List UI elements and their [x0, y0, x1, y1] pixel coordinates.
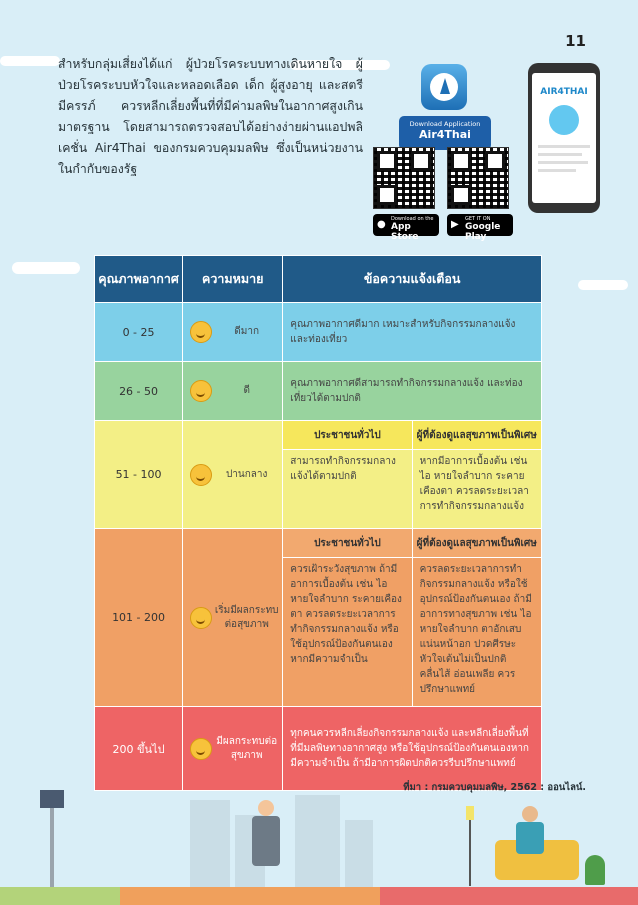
meaning-label: ดี — [243, 385, 250, 396]
warning-message: คุณภาพอากาศดีสามารถทำกิจกรรมกลางแจ้ง และท่องเที่ยวได้ตามปกติ — [283, 362, 542, 421]
building-silhouette — [345, 820, 373, 890]
subheader-general-public: ประชาชนทั่วไป — [283, 529, 412, 558]
app-name-label: Air4Thai — [419, 128, 471, 141]
cloud — [12, 262, 80, 274]
person-body — [516, 822, 544, 854]
source-citation: ที่มา : กรมควบคุมมลพิษ, 2562 : ออนไลน์. — [403, 782, 586, 793]
phone-mockup — [528, 63, 600, 213]
floor-lamp-pole — [469, 820, 471, 886]
table-row — [95, 529, 542, 558]
table-row — [95, 303, 542, 362]
very-happy-face-icon — [190, 321, 212, 343]
general-public-message: สามารถทำกิจกรรมกลางแจ้งได้ตามปกติ — [283, 450, 412, 529]
qr-code-google-play — [447, 147, 509, 209]
aqi-range: 26 - 50 — [95, 362, 183, 421]
subheader-general-public: ประชาชนทั่วไป — [283, 421, 412, 450]
subheader-sensitive-group: ผู้ที่ต้องดูแลสุขภาพเป็นพิเศษ — [412, 421, 541, 450]
person-head — [522, 806, 538, 822]
building-silhouette — [295, 795, 340, 890]
table-row — [95, 421, 542, 450]
cloud — [578, 280, 628, 290]
lamp-post — [50, 808, 54, 888]
table-row — [95, 707, 542, 791]
sensitive-group-message: ควรลดระยะเวลาการทำกิจกรรมกลางแจ้ง หรือใช้อุปกรณ์ป้องกันตนเอง ถ้ามีอาการทางสุขภาพ เช่น ไอ หายใจลำบาก ตาอักเสบ แน่นหน้าอก ปวดศีรษะ หัวใจเต้นไม่เป็นปกติ คลื่นไส้ อ่อนเพลีย ควรปรึกษาแพทย์ — [412, 558, 541, 707]
meaning-label: ดีมาก — [234, 326, 260, 337]
aqi-range: 101 - 200 — [95, 529, 183, 707]
header-warning-message: ข้อความแจ้งเตือน — [283, 256, 542, 303]
play-icon: ▶ — [451, 219, 459, 230]
ground-strip — [0, 887, 638, 905]
floor-lamp-icon — [466, 806, 474, 820]
cloud — [0, 56, 60, 66]
neutral-face-icon — [190, 464, 212, 486]
download-label: Download Application — [409, 120, 481, 128]
header-meaning: ความหมาย — [183, 256, 283, 303]
building-silhouette — [190, 800, 230, 890]
app-store-button[interactable]: ● Download on the App Store — [373, 214, 439, 236]
general-public-message: ควรเฝ้าระวังสุขภาพ ถ้ามีอาการเบื้องต้น เช่น ไอ หายใจลำบาก ระคายเคืองตา ควรลดระยะเวลาการทำกิจกรรมกลางแจ้ง หรือใช้อุปกรณ์ป้องกันตนเองหากมีความจำเป็น — [283, 558, 412, 707]
google-play-button[interactable]: ▶ GET IT ON Google Play — [447, 214, 513, 236]
intro-paragraph: สำหรับกลุ่มเสี่ยงได้แก่ ผู้ป่วยโรคระบบทางเดินหายใจ ผู้ป่วยโรคระบบหัวใจและหลอดเลือด เด็ก ผู้สูงอายุ และสตรีมีครรภ์ ควรหลีกเลี่ยงพื้นที่ที่มีค่ามลพิษในอากาศสูงเกินมาตรฐาน โดยสามารถตรวจสอบได้อย่างง่ายผ่านแอปพลิเคชั่น Air4Thai ของกรมควบคุมมลพิษ ซึ่งเป็นหน่วยงานในกำกับของรัฐ — [58, 57, 363, 176]
qr-code-app-store — [373, 147, 435, 209]
aqi-range: 200 ขึ้นไป — [95, 707, 183, 791]
sensitive-group-message: หากมีอาการเบื้องต้น เช่น ไอ หายใจลำบาก ระคายเคืองตา ควรลดระยะเวลาการทำกิจกรรมกลางแจ้ง — [412, 450, 541, 529]
air4thai-app-icon[interactable] — [421, 64, 467, 110]
subheader-sensitive-group: ผู้ที่ต้องดูแลสุขภาพเป็นพิเศษ — [412, 529, 541, 558]
table-row — [95, 362, 542, 421]
aqi-range: 0 - 25 — [95, 303, 183, 362]
smile-face-icon — [190, 380, 212, 402]
meaning-label: เริ่มมีผลกระทบต่อสุขภาพ — [214, 604, 279, 630]
potted-plant-icon — [585, 855, 605, 885]
sick-face-icon — [190, 738, 212, 760]
person-head — [258, 800, 274, 816]
meaning-label: มีผลกระทบต่อสุขภาพ — [216, 735, 278, 761]
meaning-label: ปานกลาง — [225, 468, 268, 480]
air-quality-table — [94, 255, 542, 791]
page-number: 11 — [565, 32, 586, 50]
phone-app-logo: AIR4THAI — [540, 87, 588, 97]
warning-message: คุณภาพอากาศดีมาก เหมาะสำหรับกิจกรรมกลางแจ้ง และท่องเที่ยว — [283, 303, 542, 362]
mask-face-icon — [190, 607, 212, 629]
person-body — [252, 816, 280, 866]
warning-message: ทุกคนควรหลีกเลี่ยงกิจกรรมกลางแจ้ง และหลีกเลี่ยงพื้นที่ที่มีมลพิษทางอากาศสูง หรือใช้อุปกรณ์ป้องกันตนเองหากมีความจำเป็น ถ้ามีอาการผิดปกติควรรีบปรึกษาแพทย์ — [283, 707, 542, 791]
aqi-range: 51 - 100 — [95, 421, 183, 529]
header-air-quality: คุณภาพอากาศ — [95, 256, 183, 303]
download-application-badge[interactable] — [399, 116, 491, 150]
apple-icon: ● — [377, 219, 386, 230]
solar-panel-icon — [40, 790, 64, 808]
